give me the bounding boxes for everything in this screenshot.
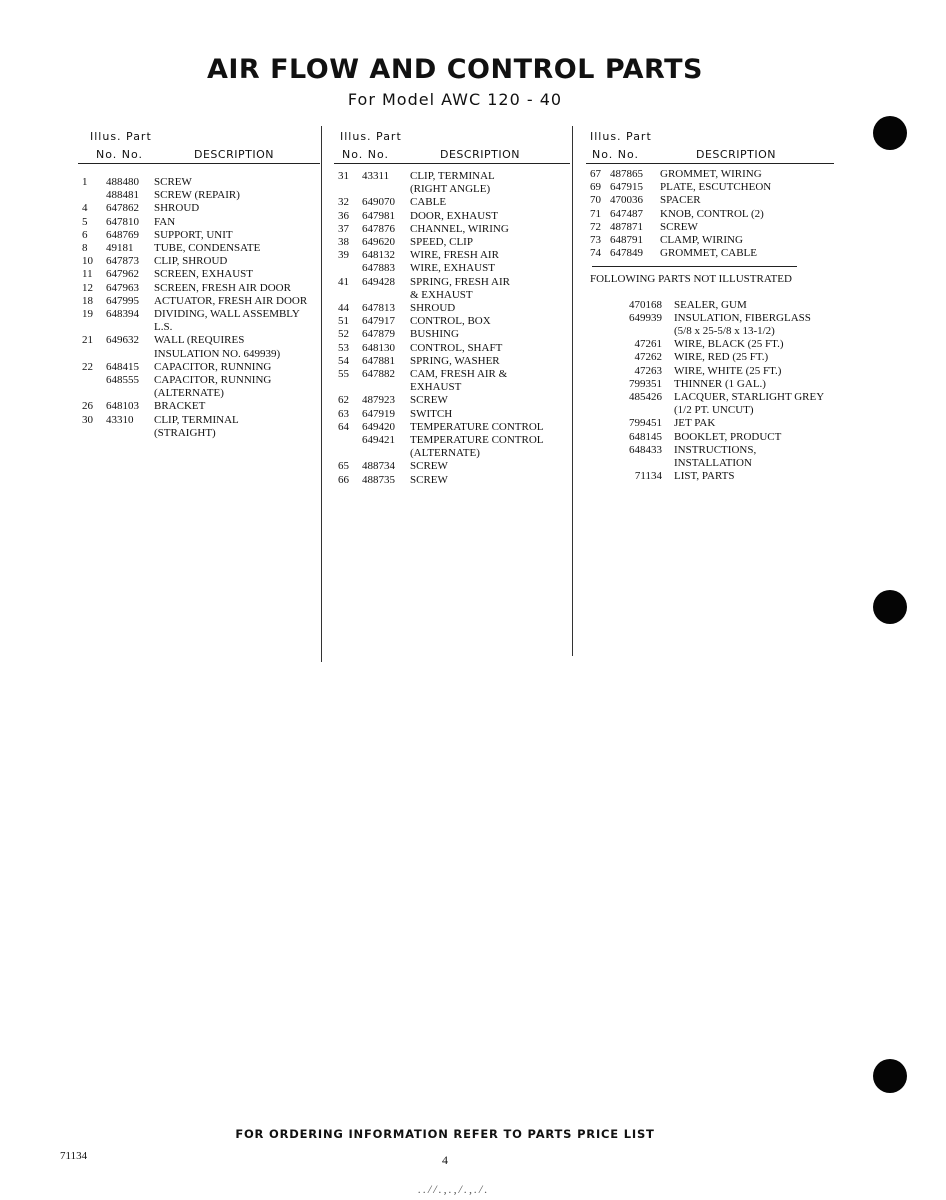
part-row [586,247,834,260]
part-number: 648433 [629,443,662,456]
part-number: 647963 [106,281,139,294]
illus-number [78,321,106,334]
part-number: 799451 [629,417,662,430]
part-number: 647962 [106,268,139,281]
illus-number: 54 [338,354,349,367]
illus-number: 10 [82,255,93,268]
part-number: 649421 [362,434,395,447]
part-number [106,348,154,361]
part-number [362,183,410,196]
parts-column-2 [334,128,570,487]
part-number: 649620 [362,236,395,249]
part-row [334,342,570,355]
illus-number: 19 [82,308,93,321]
part-row [334,196,570,209]
part-description: TEMPERATURE CONTROL [410,434,544,447]
header-rule [586,163,834,164]
illus-number: 12 [82,281,93,294]
part-row [334,289,570,302]
part-number [586,325,662,338]
illus-number: 22 [82,360,93,373]
illus-number [334,381,362,394]
part-number [106,321,154,334]
column-header [586,128,834,164]
part-description: SCREEN, EXHAUST [154,268,254,281]
illus-number: 37 [338,222,349,235]
part-number: 647810 [106,215,139,228]
illus-number: 41 [338,275,349,288]
binder-hole [873,1059,907,1093]
part-number: 647873 [106,255,139,268]
part-number: 647876 [362,222,395,235]
part-description: TUBE, CONDENSATE [154,242,261,255]
illus-number [78,427,106,440]
part-number: 488481 [106,189,139,202]
binder-hole [873,590,907,624]
part-row [586,338,834,351]
part-description: SCREW (REPAIR) [154,189,240,202]
part-number: 647487 [610,207,643,220]
part-number: 649939 [629,311,662,324]
part-row [586,378,834,391]
part-number: 487865 [610,168,643,180]
part-row [586,351,834,364]
part-row [78,189,320,202]
part-number: 647883 [362,262,395,275]
part-number: 470036 [610,194,643,207]
parts-list [334,170,570,487]
part-description: SHROUD [154,202,200,215]
part-row [334,183,570,196]
part-number: 647862 [106,202,139,215]
illus-number: 72 [590,220,601,233]
illus-number: 18 [82,294,93,307]
illus-number: 67 [590,168,601,180]
part-row [586,181,834,194]
part-row [334,315,570,328]
illus-number: 51 [338,315,349,328]
column-divider [321,126,322,662]
part-row [78,427,320,440]
part-description: ACTUATOR, FRESH AIR DOOR [154,294,308,307]
part-description: SPRING, FRESH AIR [410,275,510,288]
part-description: BOOKLET, PRODUCT [674,430,782,443]
illus-number: 44 [338,302,349,315]
part-description: CAPACITOR, RUNNING [154,360,272,373]
part-row [334,408,570,421]
part-description: CAM, FRESH AIR & [410,368,508,381]
part-row [586,457,834,470]
part-number: 488735 [362,473,395,486]
part-number: 647882 [362,368,395,381]
illus-number [78,387,106,400]
part-number [362,381,410,394]
part-description: GROMMET, CABLE [660,247,757,260]
part-row [586,417,834,430]
part-number [362,447,410,460]
part-description: CLIP, TERMINAL [410,170,495,182]
illus-number: 55 [338,368,349,381]
part-number: 649632 [106,334,139,347]
part-description: & EXHAUST [410,288,473,301]
part-description: FAN [154,215,176,228]
not-illustrated-heading: FOLLOWING PARTS NOT ILLUSTRATED [590,273,792,286]
document-number: 71134 [60,1150,88,1162]
parts-list [586,168,834,260]
handwritten-mark: ..//.,.,/.,./. [418,1182,490,1196]
part-row [586,325,834,338]
part-row [334,355,570,368]
illus-number: 69 [590,181,601,194]
part-number: 647919 [362,407,395,420]
part-number: 470168 [629,298,662,311]
part-number: 487871 [610,220,643,233]
parts-column-1 [78,128,320,440]
part-row [78,334,320,347]
part-number: 648394 [106,308,139,321]
header-description: DESCRIPTION [696,148,776,161]
part-row [78,202,320,215]
part-description: PLATE, ESCUTCHEON [660,181,772,194]
illus-number: 53 [338,341,349,354]
part-row [334,474,570,487]
illus-number: 62 [338,394,349,407]
part-row [78,229,320,242]
part-description: WALL (REQUIRES [154,334,245,347]
part-description: WIRE, EXHAUST [410,262,495,275]
part-row [334,170,570,183]
header-illus-part: Illus. Part [90,130,152,143]
section-divider [592,266,797,267]
header-illus-part: Illus. Part [590,130,652,143]
page-subtitle: For Model AWC 120 - 40 [347,90,563,109]
part-row [78,374,320,387]
part-row [586,391,834,404]
part-description: (STRAIGHT) [154,426,216,439]
part-number: 488480 [106,176,139,188]
page-title: AIR FLOW AND CONTROL PARTS [206,54,704,85]
header-no: No. No. [342,148,390,161]
part-description: INSULATION, FIBERGLASS [674,311,811,324]
part-number [106,427,154,440]
part-number: 43310 [106,413,134,426]
part-number: 648555 [106,374,139,387]
part-row [334,236,570,249]
column-divider [572,126,573,656]
part-description: (RIGHT ANGLE) [410,183,491,196]
ordering-info: FOR ORDERING INFORMATION REFER TO PARTS PRICE LIST [235,1127,655,1141]
part-description: WIRE, WHITE (25 FT.) [674,364,782,377]
part-row [78,321,320,334]
illus-number: 66 [338,473,349,486]
part-description: BUSHING [410,328,459,341]
part-number: 648132 [362,249,395,262]
illus-number [334,183,362,196]
part-description: CABLE [410,196,447,209]
header-no: No. No. [96,148,144,161]
header-rule [78,163,320,164]
illus-number: 11 [82,268,93,281]
part-number: 49181 [106,242,134,255]
column-header [78,128,320,164]
part-row [78,348,320,361]
part-row [586,312,834,325]
part-row [78,400,320,413]
part-description: CHANNEL, WIRING [410,222,509,235]
part-number: 485426 [629,391,662,404]
illus-number: 31 [338,170,349,182]
part-number: 799351 [629,377,662,390]
part-row [586,299,834,312]
illus-number: 32 [338,196,349,209]
part-number: 647917 [362,315,395,328]
part-description: CONTROL, SHAFT [410,341,503,354]
part-description: WIRE, FRESH AIR [410,249,499,262]
part-number: 648415 [106,360,139,373]
header-description: DESCRIPTION [194,148,274,161]
illus-number: 74 [590,247,601,260]
part-row [334,223,570,236]
illus-number [78,189,106,202]
illus-number: 70 [590,194,601,207]
illus-number: 4 [82,202,88,215]
part-description: DOOR, EXHAUST [410,209,498,222]
part-number: 47261 [634,338,662,351]
header-description: DESCRIPTION [440,148,520,161]
header-illus-part: Illus. Part [340,130,402,143]
part-number: 647995 [106,294,139,307]
part-number [586,404,662,417]
part-description: INSTALLATION [674,457,752,470]
illus-number: 5 [82,215,88,228]
part-row [586,221,834,234]
illus-number: 52 [338,328,349,341]
part-number: 487923 [362,394,395,407]
part-number: 47262 [634,351,662,364]
part-row [334,460,570,473]
illus-number: 21 [82,334,93,347]
not-illustrated-list [586,299,834,484]
illus-number: 26 [82,400,93,413]
part-number: 648103 [106,400,139,413]
part-description: SCREW [154,176,192,188]
part-number: 71134 [634,470,662,483]
part-description: SCREW [410,460,448,473]
part-description: (1/2 PT. UNCUT) [674,404,754,417]
part-description: INSTRUCTIONS, [674,443,757,456]
part-row [334,262,570,275]
part-row [78,242,320,255]
part-number [586,457,662,470]
part-row [334,447,570,460]
illus-number: 30 [82,413,93,426]
part-number: 647813 [362,302,395,315]
part-description: CLIP, TERMINAL [154,413,239,426]
part-description: GROMMET, WIRING [660,168,762,180]
part-number: 648791 [610,234,643,247]
illus-number [334,434,362,447]
part-description: SPACER [660,194,701,207]
part-row [334,276,570,289]
part-row [78,361,320,374]
part-row [78,176,320,189]
part-description: SPRING, WASHER [410,354,500,367]
part-number: 649420 [362,420,395,433]
part-description: (ALTERNATE) [154,387,224,400]
part-description: BRACKET [154,400,206,413]
part-row [586,208,834,221]
part-number: 647849 [610,247,643,260]
part-row [78,282,320,295]
part-row [78,295,320,308]
part-row [334,328,570,341]
binder-hole [873,116,907,150]
part-description: JET PAK [674,417,716,430]
part-row [334,434,570,447]
part-number: 647879 [362,328,395,341]
column-header [334,128,570,164]
part-description: CLIP, SHROUD [154,255,228,268]
part-description: SUPPORT, UNIT [154,228,233,241]
part-description: (5/8 x 25-5/8 x 13-1/2) [674,325,775,338]
part-row [586,404,834,417]
part-row [78,216,320,229]
part-description: SCREEN, FRESH AIR DOOR [154,281,291,294]
part-row [586,365,834,378]
part-row [334,249,570,262]
illus-number: 64 [338,420,349,433]
part-description: EXHAUST [410,381,462,394]
part-description: SPEED, CLIP [410,236,473,249]
part-number: 647881 [362,354,395,367]
illus-number [78,374,106,387]
part-description: SCREW [660,220,698,233]
part-number: 648130 [362,341,395,354]
illus-number [78,348,106,361]
part-row [334,421,570,434]
part-number [106,387,154,400]
part-description: (ALTERNATE) [410,447,480,460]
illus-number [334,447,362,460]
part-description: WIRE, RED (25 FT.) [674,351,769,364]
part-number [362,289,410,302]
part-row [586,444,834,457]
illus-number: 36 [338,209,349,222]
illus-number: 39 [338,249,349,262]
parts-column-3 [586,128,834,483]
illus-number: 71 [590,207,601,220]
part-description: CLAMP, WIRING [660,234,743,247]
illus-number: 63 [338,407,349,420]
illus-number: 65 [338,460,349,473]
part-description: WIRE, BLACK (25 FT.) [674,338,784,351]
part-number: 488734 [362,460,395,473]
part-row [586,194,834,207]
part-row [334,210,570,223]
part-row [334,381,570,394]
illus-number: 38 [338,236,349,249]
header-rule [334,163,570,164]
illus-number [334,289,362,302]
part-description: KNOB, CONTROL (2) [660,207,764,220]
part-description: THINNER (1 GAL.) [674,377,766,390]
illus-number: 8 [82,242,88,255]
illus-number: 73 [590,234,601,247]
part-row [586,470,834,483]
part-row [586,168,834,181]
part-description: SEALER, GUM [674,298,747,311]
part-description: CAPACITOR, RUNNING [154,374,272,387]
part-number: 47263 [634,364,662,377]
part-number: 647981 [362,209,395,222]
part-description: SCREW [410,394,448,407]
page-number: 4 [442,1153,448,1167]
part-description: CONTROL, BOX [410,315,491,328]
part-description: TEMPERATURE CONTROL [410,420,544,433]
part-number: 647915 [610,181,643,194]
part-description: SHROUD [410,302,456,315]
part-row [334,302,570,315]
illus-number [334,262,362,275]
part-row [586,431,834,444]
part-number: 43311 [362,170,390,182]
part-number: 649070 [362,196,395,209]
part-row [334,394,570,407]
part-row [78,308,320,321]
part-row [78,255,320,268]
part-row [586,234,834,247]
part-row [78,414,320,427]
part-row [334,368,570,381]
part-description: L.S. [154,321,173,334]
part-number: 648769 [106,228,139,241]
part-row [78,268,320,281]
part-description: DIVIDING, WALL ASSEMBLY [154,308,300,321]
part-description: SCREW [410,473,448,486]
part-number: 649428 [362,275,395,288]
part-description: INSULATION NO. 649939) [154,347,281,360]
illus-number: 1 [82,176,88,188]
parts-list [78,176,320,440]
part-description: SWITCH [410,407,453,420]
part-description: LIST, PARTS [674,470,735,483]
part-number: 648145 [629,430,662,443]
illus-number: 6 [82,228,88,241]
part-description: LACQUER, STARLIGHT GREY [674,391,825,404]
part-row [78,387,320,400]
header-no: No. No. [592,148,640,161]
